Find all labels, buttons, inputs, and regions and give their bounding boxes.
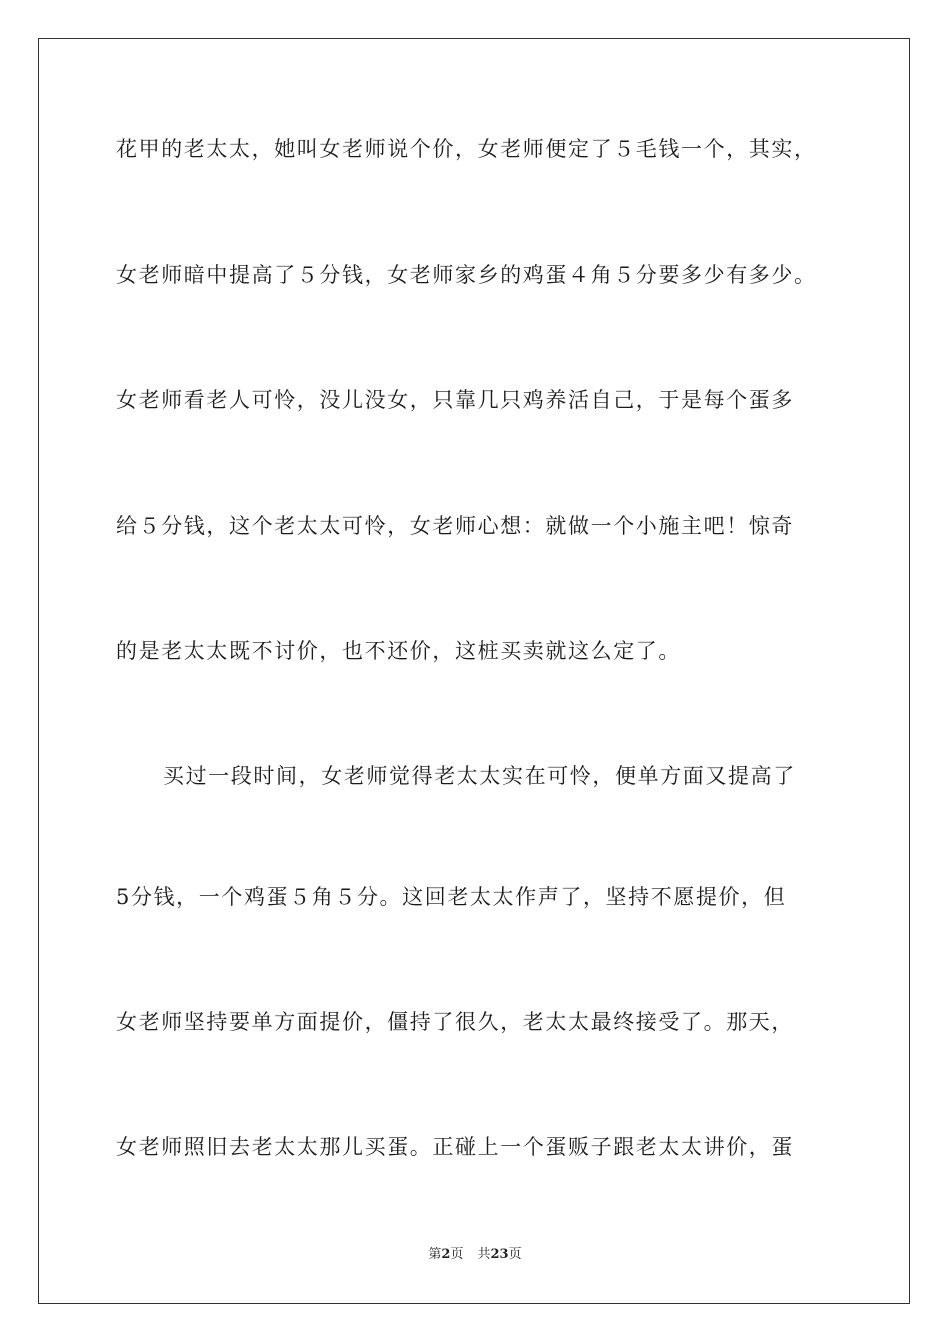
paragraph-first-line: 买过一段时间，女老师觉得老太太实在可怜，便单方面又提高了: [163, 764, 796, 788]
page-border: [38, 38, 910, 1304]
page-number: 2: [441, 1247, 451, 1262]
text-line: 给５分钱，这个老太太可怜，女老师心想：就做一个小施主吧！惊奇: [116, 514, 794, 538]
text-line: 女老师看老人可怜，没儿没女，只靠几只鸡养活自己，于是每个蛋多: [116, 388, 794, 412]
total-label-suffix: 页: [508, 1247, 522, 1262]
page-label-prefix: 第: [428, 1247, 442, 1262]
text-line: 女老师坚持要单方面提价，僵持了很久，老太太最终接受了。那天，: [116, 1010, 794, 1034]
text-line: 女老师照旧去老太太那儿买蛋。正碰上一个蛋贩子跟老太太讲价，蛋: [116, 1135, 794, 1159]
total-pages: 23: [490, 1247, 509, 1262]
text-line: 女老师暗中提高了５分钱，女老师家乡的鸡蛋４角５分要多少有多少。: [116, 263, 817, 287]
text-line: 5分钱，一个鸡蛋５角５分。这回老太太作声了，坚持不愿提价，但: [116, 885, 787, 909]
page-label-suffix: 页: [450, 1247, 464, 1262]
page-footer: [0, 1246, 950, 1264]
text-line: 的是老太太既不讨价，也不还价，这桩买卖就这么定了。: [116, 639, 681, 663]
text-line: 花甲的老太太，她叫女老师说个价，女老师便定了５毛钱一个，其实，: [116, 137, 817, 161]
total-label-prefix: 共: [477, 1247, 491, 1262]
